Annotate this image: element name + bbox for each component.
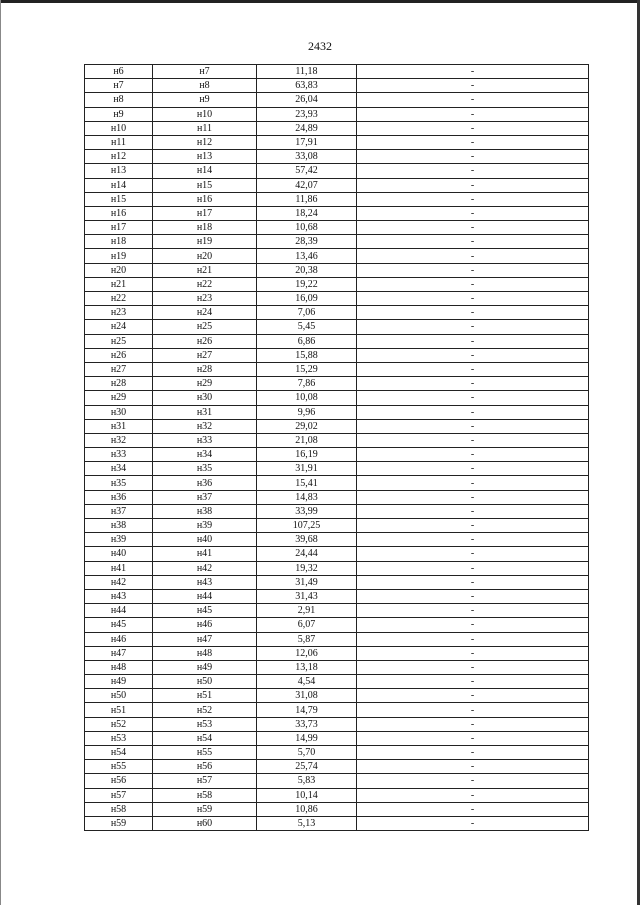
to-point-cell: н19 [153,235,257,249]
note-cell: - [357,717,589,731]
table-row [85,689,589,703]
table-row [85,448,589,462]
to-point-cell: н8 [153,79,257,93]
from-point-cell: н47 [85,646,153,660]
note-cell: - [357,221,589,235]
from-point-cell: н22 [85,292,153,306]
table-row [85,121,589,135]
table-row [85,348,589,362]
from-point-cell: н23 [85,306,153,320]
to-point-cell: н41 [153,547,257,561]
from-point-cell: н43 [85,589,153,603]
length-cell: 14,79 [257,703,357,717]
to-point-cell: н31 [153,405,257,419]
table-row [85,490,589,504]
length-cell: 6,86 [257,334,357,348]
to-point-cell: н14 [153,164,257,178]
length-cell: 6,07 [257,618,357,632]
table-row [85,192,589,206]
length-cell: 5,83 [257,774,357,788]
note-cell: - [357,164,589,178]
note-cell: - [357,604,589,618]
length-cell: 28,39 [257,235,357,249]
note-cell: - [357,206,589,220]
note-cell: - [357,504,589,518]
to-point-cell: н32 [153,419,257,433]
from-point-cell: н27 [85,362,153,376]
length-cell: 15,88 [257,348,357,362]
note-cell: - [357,703,589,717]
scan-top-edge [0,0,640,3]
to-point-cell: н18 [153,221,257,235]
from-point-cell: н33 [85,448,153,462]
to-point-cell: н15 [153,178,257,192]
table-row [85,178,589,192]
length-cell: 5,13 [257,816,357,830]
length-cell: 13,46 [257,249,357,263]
note-cell: - [357,320,589,334]
note-cell: - [357,689,589,703]
from-point-cell: н13 [85,164,153,178]
table-row [85,391,589,405]
from-point-cell: н40 [85,547,153,561]
table-row [85,249,589,263]
length-cell: 31,43 [257,589,357,603]
from-point-cell: н10 [85,121,153,135]
to-point-cell: н54 [153,731,257,745]
to-point-cell: н11 [153,121,257,135]
to-point-cell: н38 [153,504,257,518]
from-point-cell: н41 [85,561,153,575]
note-cell: - [357,476,589,490]
to-point-cell: н46 [153,618,257,632]
table-row [85,206,589,220]
table-row [85,150,589,164]
note-cell: - [357,192,589,206]
table-row [85,660,589,674]
table-row [85,504,589,518]
from-point-cell: н55 [85,760,153,774]
to-point-cell: н44 [153,589,257,603]
to-point-cell: н39 [153,519,257,533]
table-row [85,802,589,816]
note-cell: - [357,816,589,830]
length-cell: 16,19 [257,448,357,462]
table-body [85,65,589,831]
note-cell: - [357,292,589,306]
length-cell: 19,22 [257,277,357,291]
table-row [85,306,589,320]
to-point-cell: н27 [153,348,257,362]
length-cell: 33,99 [257,504,357,518]
table-row [85,589,589,603]
table-row [85,774,589,788]
from-point-cell: н11 [85,135,153,149]
from-point-cell: н31 [85,419,153,433]
to-point-cell: н48 [153,646,257,660]
to-point-cell: н10 [153,107,257,121]
table-row [85,65,589,79]
table-row [85,575,589,589]
note-cell: - [357,150,589,164]
table-row [85,717,589,731]
from-point-cell: н15 [85,192,153,206]
to-point-cell: н36 [153,476,257,490]
note-cell: - [357,547,589,561]
length-cell: 25,74 [257,760,357,774]
to-point-cell: н23 [153,292,257,306]
from-point-cell: н18 [85,235,153,249]
length-cell: 5,70 [257,746,357,760]
length-cell: 31,91 [257,462,357,476]
table-row [85,419,589,433]
to-point-cell: н42 [153,561,257,575]
to-point-cell: н33 [153,433,257,447]
note-cell: - [357,405,589,419]
from-point-cell: н12 [85,150,153,164]
length-cell: 19,32 [257,561,357,575]
to-point-cell: н20 [153,249,257,263]
table-row [85,746,589,760]
note-cell: - [357,433,589,447]
table-row [85,107,589,121]
table-row [85,604,589,618]
from-point-cell: н26 [85,348,153,362]
to-point-cell: н28 [153,362,257,376]
note-cell: - [357,746,589,760]
length-cell: 39,68 [257,533,357,547]
from-point-cell: н48 [85,660,153,674]
to-point-cell: н58 [153,788,257,802]
note-cell: - [357,334,589,348]
from-point-cell: н9 [85,107,153,121]
note-cell: - [357,519,589,533]
from-point-cell: н39 [85,533,153,547]
to-point-cell: н35 [153,462,257,476]
from-point-cell: н24 [85,320,153,334]
to-point-cell: н17 [153,206,257,220]
from-point-cell: н17 [85,221,153,235]
note-cell: - [357,135,589,149]
to-point-cell: н45 [153,604,257,618]
from-point-cell: н57 [85,788,153,802]
note-cell: - [357,235,589,249]
from-point-cell: н49 [85,675,153,689]
to-point-cell: н21 [153,263,257,277]
to-point-cell: н22 [153,277,257,291]
note-cell: - [357,306,589,320]
from-point-cell: н36 [85,490,153,504]
from-point-cell: н8 [85,93,153,107]
to-point-cell: н24 [153,306,257,320]
from-point-cell: н51 [85,703,153,717]
note-cell: - [357,774,589,788]
note-cell: - [357,760,589,774]
note-cell: - [357,448,589,462]
coordinates-table [84,64,589,831]
length-cell: 29,02 [257,419,357,433]
to-point-cell: н12 [153,135,257,149]
length-cell: 31,49 [257,575,357,589]
from-point-cell: н16 [85,206,153,220]
length-cell: 16,09 [257,292,357,306]
table-row [85,334,589,348]
note-cell: - [357,419,589,433]
table-row [85,731,589,745]
table-row [85,164,589,178]
from-point-cell: н53 [85,731,153,745]
note-cell: - [357,675,589,689]
note-cell: - [357,462,589,476]
from-point-cell: н35 [85,476,153,490]
table-row [85,547,589,561]
length-cell: 17,91 [257,135,357,149]
to-point-cell: н43 [153,575,257,589]
table-row [85,675,589,689]
from-point-cell: н29 [85,391,153,405]
table-row [85,263,589,277]
table-row [85,760,589,774]
note-cell: - [357,589,589,603]
table-row [85,277,589,291]
table-row [85,462,589,476]
from-point-cell: н37 [85,504,153,518]
from-point-cell: н45 [85,618,153,632]
note-cell: - [357,490,589,504]
note-cell: - [357,93,589,107]
note-cell: - [357,575,589,589]
to-point-cell: н47 [153,632,257,646]
to-point-cell: н53 [153,717,257,731]
table-row [85,405,589,419]
note-cell: - [357,277,589,291]
length-cell: 107,25 [257,519,357,533]
table-row [85,788,589,802]
to-point-cell: н26 [153,334,257,348]
table-row [85,618,589,632]
from-point-cell: н28 [85,377,153,391]
length-cell: 42,07 [257,178,357,192]
length-cell: 23,93 [257,107,357,121]
table-row [85,377,589,391]
note-cell: - [357,802,589,816]
table-row [85,235,589,249]
table-row [85,79,589,93]
to-point-cell: н34 [153,448,257,462]
from-point-cell: н44 [85,604,153,618]
to-point-cell: н7 [153,65,257,79]
to-point-cell: н59 [153,802,257,816]
from-point-cell: н25 [85,334,153,348]
note-cell: - [357,249,589,263]
from-point-cell: н54 [85,746,153,760]
length-cell: 7,86 [257,377,357,391]
from-point-cell: н52 [85,717,153,731]
table-row [85,533,589,547]
table-row [85,519,589,533]
table-row [85,646,589,660]
from-point-cell: н14 [85,178,153,192]
note-cell: - [357,561,589,575]
length-cell: 12,06 [257,646,357,660]
length-cell: 10,14 [257,788,357,802]
to-point-cell: н49 [153,660,257,674]
to-point-cell: н25 [153,320,257,334]
from-point-cell: н20 [85,263,153,277]
to-point-cell: н55 [153,746,257,760]
from-point-cell: н38 [85,519,153,533]
length-cell: 33,08 [257,150,357,164]
to-point-cell: н9 [153,93,257,107]
to-point-cell: н52 [153,703,257,717]
table-row [85,433,589,447]
from-point-cell: н6 [85,65,153,79]
table-row [85,292,589,306]
table-row [85,703,589,717]
length-cell: 31,08 [257,689,357,703]
length-cell: 14,83 [257,490,357,504]
to-point-cell: н51 [153,689,257,703]
to-point-cell: н13 [153,150,257,164]
note-cell: - [357,391,589,405]
note-cell: - [357,65,589,79]
scan-left-edge [0,0,1,905]
note-cell: - [357,632,589,646]
table-row [85,632,589,646]
from-point-cell: н50 [85,689,153,703]
length-cell: 11,86 [257,192,357,206]
length-cell: 15,41 [257,476,357,490]
length-cell: 21,08 [257,433,357,447]
table-row [85,561,589,575]
length-cell: 5,87 [257,632,357,646]
note-cell: - [357,377,589,391]
note-cell: - [357,107,589,121]
from-point-cell: н32 [85,433,153,447]
length-cell: 11,18 [257,65,357,79]
to-point-cell: н40 [153,533,257,547]
length-cell: 20,38 [257,263,357,277]
to-point-cell: н57 [153,774,257,788]
length-cell: 24,44 [257,547,357,561]
length-cell: 15,29 [257,362,357,376]
to-point-cell: н60 [153,816,257,830]
table-row [85,362,589,376]
from-point-cell: н30 [85,405,153,419]
table-row [85,320,589,334]
from-point-cell: н58 [85,802,153,816]
length-cell: 14,99 [257,731,357,745]
note-cell: - [357,348,589,362]
table-row [85,221,589,235]
note-cell: - [357,660,589,674]
note-cell: - [357,79,589,93]
length-cell: 10,08 [257,391,357,405]
length-cell: 26,04 [257,93,357,107]
note-cell: - [357,788,589,802]
to-point-cell: н30 [153,391,257,405]
from-point-cell: н56 [85,774,153,788]
to-point-cell: н37 [153,490,257,504]
from-point-cell: н19 [85,249,153,263]
length-cell: 24,89 [257,121,357,135]
table-row [85,135,589,149]
to-point-cell: н16 [153,192,257,206]
note-cell: - [357,178,589,192]
length-cell: 18,24 [257,206,357,220]
note-cell: - [357,263,589,277]
table-row [85,816,589,830]
length-cell: 33,73 [257,717,357,731]
length-cell: 4,54 [257,675,357,689]
note-cell: - [357,731,589,745]
length-cell: 5,45 [257,320,357,334]
length-cell: 63,83 [257,79,357,93]
note-cell: - [357,121,589,135]
table-row [85,93,589,107]
length-cell: 13,18 [257,660,357,674]
to-point-cell: н56 [153,760,257,774]
length-cell: 9,96 [257,405,357,419]
length-cell: 2,91 [257,604,357,618]
note-cell: - [357,646,589,660]
length-cell: 10,86 [257,802,357,816]
from-point-cell: н21 [85,277,153,291]
length-cell: 7,06 [257,306,357,320]
from-point-cell: н59 [85,816,153,830]
to-point-cell: н29 [153,377,257,391]
from-point-cell: н46 [85,632,153,646]
page-number: 2432 [308,39,332,53]
note-cell: - [357,533,589,547]
note-cell: - [357,618,589,632]
from-point-cell: н42 [85,575,153,589]
from-point-cell: н34 [85,462,153,476]
length-cell: 10,68 [257,221,357,235]
note-cell: - [357,362,589,376]
table-row [85,476,589,490]
length-cell: 57,42 [257,164,357,178]
from-point-cell: н7 [85,79,153,93]
to-point-cell: н50 [153,675,257,689]
